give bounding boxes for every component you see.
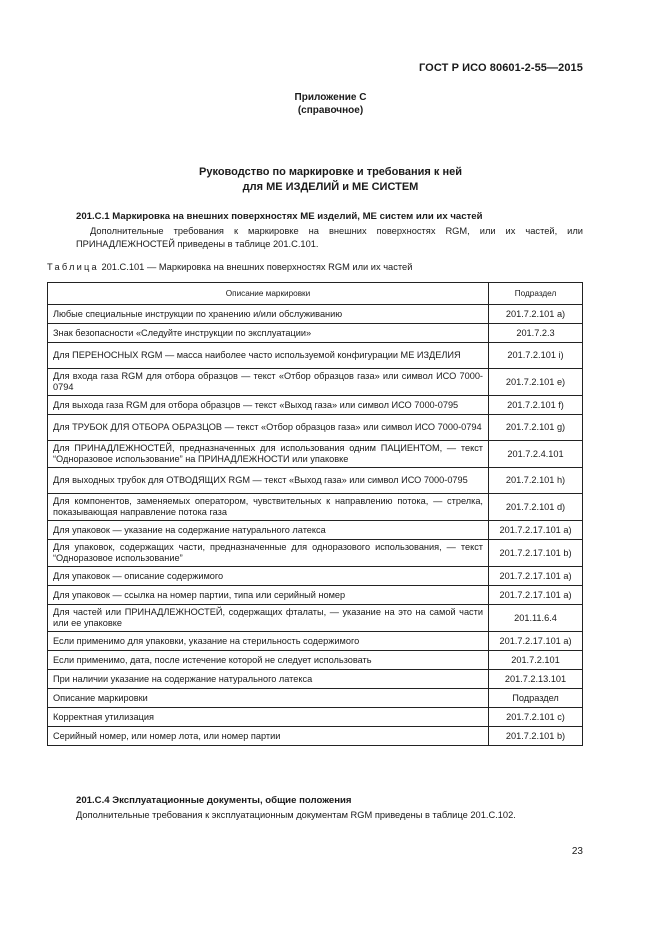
table-header-row	[48, 283, 583, 305]
table-row	[48, 415, 583, 441]
main-title	[0, 165, 661, 195]
row-description: Для упаковок — указание на содержание натурального латекса	[48, 521, 489, 540]
table-row	[48, 605, 583, 632]
table-row	[48, 468, 583, 494]
table-caption-prefix: Таблица	[47, 262, 99, 272]
column-header-description: Описание маркировки	[48, 283, 489, 305]
row-subsection: 201.7.2.17.101 a)	[489, 586, 583, 605]
table-caption-text: 201.С.101 — Маркировка на внешних поверхностях RGM или их частей	[101, 262, 413, 272]
row-subsection: Подраздел	[489, 689, 583, 708]
marking-table	[47, 282, 583, 746]
row-description: Описание маркировки	[48, 689, 489, 708]
main-title-line-2: для МЕ ИЗДЕЛИЙ и МЕ СИСТЕМ	[242, 181, 419, 193]
row-subsection: 201.7.2.17.101 b)	[489, 540, 583, 567]
row-description: Знак безопасности «Следуйте инструкции по эксплуатации»	[48, 324, 489, 343]
row-description: Для входа газа RGM для отбора образцов — текст «Отбор образцов газа» или символ ИСО 7000-0794	[48, 369, 489, 396]
row-description: Серийный номер, или номер лота, или номер партии	[48, 727, 489, 746]
row-description: Для упаковок, содержащих части, предназначенные для одноразового использования, — текст “Одноразовое использование”	[48, 540, 489, 567]
row-description: Для упаковок — описание содержимого	[48, 567, 489, 586]
row-description: Для ПРИНАДЛЕЖНОСТЕЙ, предназначенных для использования одним ПАЦИЕНТОМ, — текст “Одноразовое использование” на ПРИНАДЛЕЖНОСТИ или упаковке	[48, 441, 489, 468]
page-number: 23	[571, 846, 583, 857]
section-text-c4: Дополнительные требования к эксплуатационным документам RGM приведены в таблице 201.С.102.	[76, 810, 516, 820]
row-subsection: 201.7.2.4.101	[489, 441, 583, 468]
row-subsection: 201.7.2.101 d)	[489, 494, 583, 521]
table-row	[48, 651, 583, 670]
row-subsection: 201.11.6.4	[489, 605, 583, 632]
row-subsection: 201.7.2.17.101 a)	[489, 632, 583, 651]
table-row	[48, 305, 583, 324]
table-body	[48, 305, 583, 746]
section-heading-c1: 201.С.1 Маркировка на внешних поверхностях МЕ изделий, МЕ систем или их частей	[76, 211, 483, 222]
table-caption	[47, 262, 412, 272]
column-header-subsection: Подраздел	[489, 283, 583, 305]
row-subsection: 201.7.2.101 h)	[489, 468, 583, 494]
row-description: Для ТРУБОК ДЛЯ ОТБОРА ОБРАЗЦОВ — текст «Отбор образцов газа» или символ ИСО 7000-0794	[48, 415, 489, 441]
table-row	[48, 632, 583, 651]
row-description: Для ПЕРЕНОСНЫХ RGM — масса наиболее часто используемой конфигурации МЕ ИЗДЕЛИЯ	[48, 343, 489, 369]
table-row	[48, 343, 583, 369]
table-row	[48, 324, 583, 343]
table-row	[48, 441, 583, 468]
row-subsection: 201.7.2.101	[489, 651, 583, 670]
row-subsection: 201.7.2.101 b)	[489, 727, 583, 746]
standard-code: ГОСТ Р ИСО 80601-2-55—2015	[418, 62, 583, 74]
appendix-subtitle: (справочное)	[297, 105, 364, 116]
section-text-c1: Дополнительные требования к маркировке на внешних поверхностях RGM, или их частей, или ПРИНАДЛЕЖНОСТЕЙ приведены в таблице 201.С.101.	[76, 226, 583, 249]
row-description: Любые специальные инструкции по хранению и/или обслуживанию	[48, 305, 489, 324]
table-row	[48, 708, 583, 727]
row-subsection: 201.7.2.101 i)	[489, 343, 583, 369]
table-row	[48, 727, 583, 746]
table-row	[48, 396, 583, 415]
row-subsection: 201.7.2.13.101	[489, 670, 583, 689]
table-row	[48, 586, 583, 605]
row-description: Для частей или ПРИНАДЛЕЖНОСТЕЙ, содержащих фталаты, — указание на это на самой части или ее упаковке	[48, 605, 489, 632]
table-row	[48, 567, 583, 586]
main-title-line-1: Руководство по маркировке и требования к ней	[199, 166, 462, 178]
row-description: Для упаковок — ссылка на номер партии, типа или серийный номер	[48, 586, 489, 605]
row-description: Если применимо, дата, после истечение которой не следует использовать	[48, 651, 489, 670]
table-row	[48, 689, 583, 708]
table-row	[48, 521, 583, 540]
row-subsection: 201.7.2.101 f)	[489, 396, 583, 415]
row-subsection: 201.7.2.101 a)	[489, 305, 583, 324]
row-description: Если применимо для упаковки, указание на стерильность содержимого	[48, 632, 489, 651]
table-row	[48, 494, 583, 521]
row-description: Для компонентов, заменяемых оператором, чувствительных к направлению потока, — стрелка, показывающая направление потока газа	[48, 494, 489, 521]
appendix-heading	[0, 91, 661, 117]
row-subsection: 201.7.2.17.101 a)	[489, 567, 583, 586]
table-row	[48, 369, 583, 396]
table-row	[48, 670, 583, 689]
row-description: При наличии указание на содержание натурального латекса	[48, 670, 489, 689]
section-heading-c4: 201.С.4 Эксплуатационные документы, общие положения	[76, 795, 352, 806]
row-subsection: 201.7.2.101 e)	[489, 369, 583, 396]
row-description: Корректная утилизация	[48, 708, 489, 727]
row-description: Для выхода газа RGM для отбора образцов — текст «Выход газа» или символ ИСО 7000-0795	[48, 396, 489, 415]
row-subsection: 201.7.2.3	[489, 324, 583, 343]
row-subsection: 201.7.2.101 c)	[489, 708, 583, 727]
table-row	[48, 540, 583, 567]
row-subsection: 201.7.2.17.101 a)	[489, 521, 583, 540]
row-description: Для выходных трубок для ОТВОДЯЩИХ RGM — текст «Выход газа» или символ ИСО 7000-0795	[48, 468, 489, 494]
appendix-title: Приложение С	[294, 92, 367, 103]
row-subsection: 201.7.2.101 g)	[489, 415, 583, 441]
